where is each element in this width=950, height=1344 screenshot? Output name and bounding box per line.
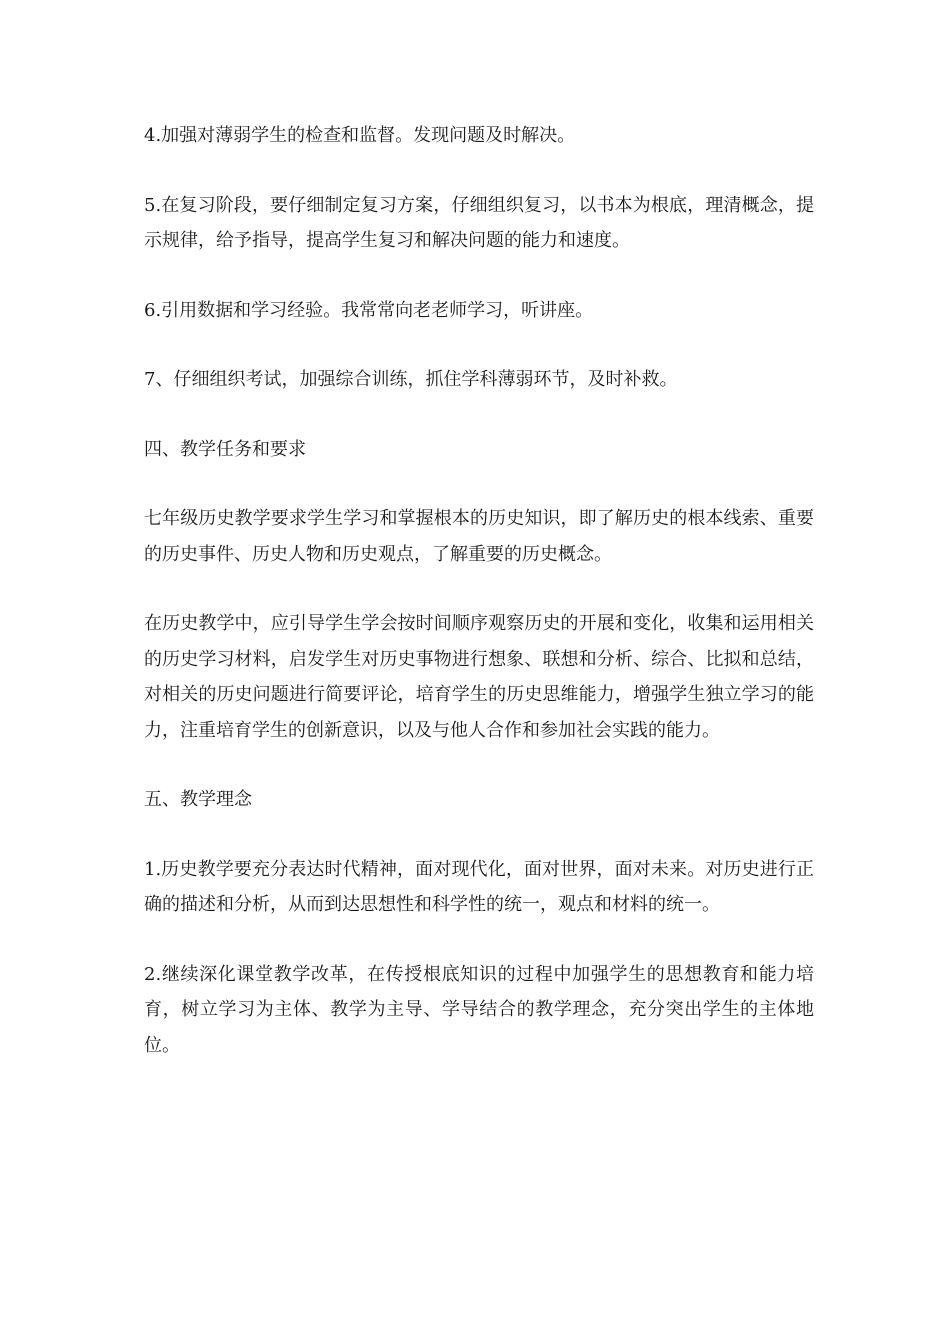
paragraph-item-6: 6.引用数据和学习经验。我常常向老老师学习，听讲座。 xyxy=(144,299,594,321)
paragraph-item-4: 4.加强对薄弱学生的检查和监督。发现问题及时解决。 xyxy=(144,125,576,146)
paragraph-requirements: 七年级历史教学要求学生学习和掌握根本的历史知识，即了解历史的根本线索、重要的历史事件、历史人物和历史观点，了解重要的历史概念。 xyxy=(144,508,814,565)
paragraph-history-teaching: 在历史教学中，应引导学生学会按时间顺序观察历史的开展和变化，收集和运用相关的历史学习材料，启发学生对历史事物进行想象、联想和分析、综合、比拟和总结，对相关的历史问题进行简要评论，培育学生的历史思维能力，增强学生独立学习的能力，注重培育学生的创新意识，以及与他人合作和参加社会实践的能力。 xyxy=(144,613,814,741)
section-heading-four: 四、教学任务和要求 xyxy=(144,438,306,460)
paragraph-concept-2: 2.继续深化课堂教学改革，在传授根底知识的过程中加强学生的思想教育和能力培育，树立学习为主体、教学为主导、学导结合的教学理念，充分突出学生的主体地位。 xyxy=(144,963,814,1056)
paragraph-concept-1: 1.历史教学要充分表达时代精神，面对现代化，面对世界，面对未来。对历史进行正确的描述和分析，从而到达思想性和科学性的统一，观点和材料的统一。 xyxy=(144,858,814,915)
section-heading-five: 五、教学理念 xyxy=(144,789,252,810)
paragraph-item-5: 5.在复习阶段，要仔细制定复习方案，仔细组织复习，以书本为根底，理清概念，提示规律，给予指导，提高学生复习和解决问题的能力和速度。 xyxy=(144,194,814,251)
document-body xyxy=(144,118,814,1097)
paragraph-item-7: 7、仔细组织考试，加强综合训练，抓住学科薄弱环节，及时补救。 xyxy=(144,369,678,390)
